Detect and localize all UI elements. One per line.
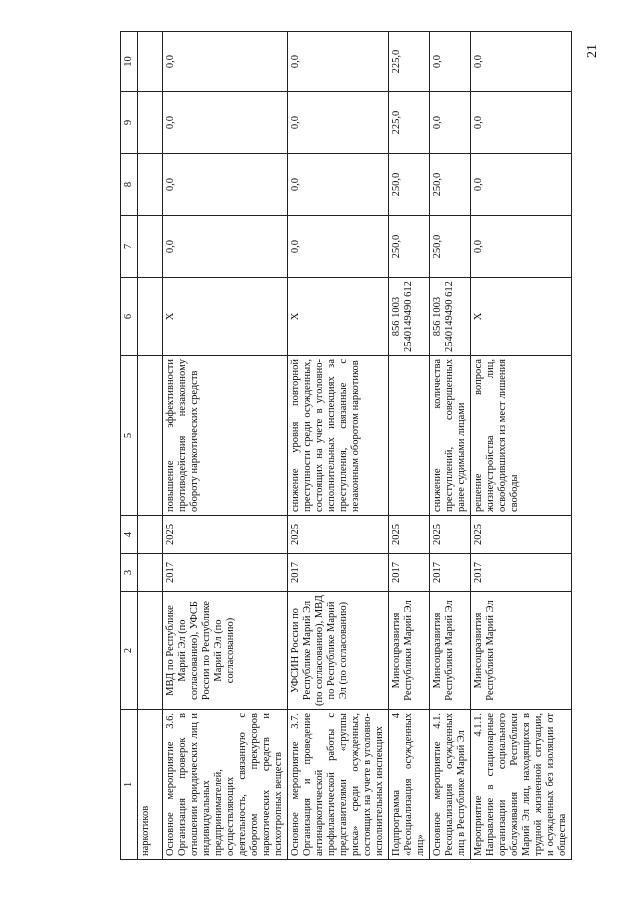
start-year-cell: 2017 <box>430 554 471 592</box>
carry-over-text: наркотиков <box>138 710 163 860</box>
measure-cell: Мероприятие 4.1.1. Направление в стационарные организации социального обслуживания Республики Марий Эл лиц, находящихся в трудной жизненной ситуации, и осужденных без изоляции от общества <box>471 710 572 860</box>
result-cell: повышение эффективности противодействия незаконному обороту наркотических средств <box>163 356 288 516</box>
value-cell: 225,0 <box>389 32 430 92</box>
col-header-9: 9 <box>121 92 138 154</box>
result-cell: решение вопроса жизнеустройства лиц, освободившихся из мест лишения свободы <box>471 356 572 516</box>
end-year-cell: 2025 <box>389 516 430 554</box>
col-header-8: 8 <box>121 154 138 216</box>
program-table <box>120 31 572 860</box>
rotated-page <box>120 32 620 860</box>
measure-cell: Подпрограмма 4 «Ресоциализация осужденных лиц» <box>389 710 430 860</box>
value-cell: 250,0 <box>389 154 430 216</box>
value-cell: 0,0 <box>471 154 572 216</box>
start-year-cell: 2017 <box>471 554 572 592</box>
value-cell: 0,0 <box>471 216 572 278</box>
value-cell: 0,0 <box>163 154 288 216</box>
value-cell: 0,0 <box>288 32 389 92</box>
col-header-5: 5 <box>121 356 138 516</box>
executor-cell: МВД по Республике Марий Эл (по согласованию), УФСБ России по Республике Марий Эл (по согласованию) <box>163 592 288 710</box>
col-header-3: 3 <box>121 554 138 592</box>
end-year-cell: 2025 <box>430 516 471 554</box>
value-cell: 250,0 <box>430 154 471 216</box>
table-row <box>288 32 389 860</box>
table-row <box>471 32 572 860</box>
table-row <box>389 32 430 860</box>
col-header-4: 4 <box>121 516 138 554</box>
end-year-cell: 2025 <box>471 516 572 554</box>
result-cell <box>389 356 430 516</box>
col-header-2: 2 <box>121 592 138 710</box>
header-row <box>121 32 138 860</box>
executor-cell: Минсоцразвития Республики Марий Эл <box>471 592 572 710</box>
value-cell: 0,0 <box>471 92 572 154</box>
col-header-7: 7 <box>121 216 138 278</box>
value-cell: 0,0 <box>430 92 471 154</box>
value-cell: 250,0 <box>389 216 430 278</box>
value-cell: 0,0 <box>163 92 288 154</box>
measure-cell: Основное мероприятие 3.7. Организация и проведение антинаркотической профилактической работы с представителями «группы риска» среди осужденных, состоящих на учете в уголовно-исполнительных инспекциях <box>288 710 389 860</box>
value-cell: 250,0 <box>430 216 471 278</box>
start-year-cell: 2017 <box>389 554 430 592</box>
page-number: 21 <box>585 44 600 58</box>
col-header-10: 10 <box>121 32 138 92</box>
value-cell: 0,0 <box>288 92 389 154</box>
value-cell: 0,0 <box>430 32 471 92</box>
executor-cell: Минсоцразвития Республики Марий Эл <box>430 592 471 710</box>
table-row <box>430 32 471 860</box>
col-header-1: 1 <box>121 710 138 860</box>
value-cell: 0,0 <box>471 32 572 92</box>
carry-over-row <box>138 32 163 860</box>
code-cell: Х <box>471 278 572 356</box>
code-cell: 856 1003 2540149490 612 <box>389 278 430 356</box>
value-cell: 0,0 <box>163 32 288 92</box>
value-cell: 0,0 <box>288 154 389 216</box>
value-cell: 0,0 <box>288 216 389 278</box>
code-cell: Х <box>163 278 288 356</box>
end-year-cell: 2025 <box>288 516 389 554</box>
col-header-6: 6 <box>121 278 138 356</box>
end-year-cell: 2025 <box>163 516 288 554</box>
code-cell: 856 1003 2540149490 612 <box>430 278 471 356</box>
result-cell: снижение уровня повторной преступности среди осужденных, состоящих на учете в уголовно-исполнительных инспекциях за преступления, связанные с незаконным оборотом наркотиков <box>288 356 389 516</box>
value-cell: 225,0 <box>389 92 430 154</box>
value-cell: 0,0 <box>163 216 288 278</box>
start-year-cell: 2017 <box>163 554 288 592</box>
measure-cell: Основное мероприятие 4.1. Ресоциализация осужденных лиц в Республике Марий Эл <box>430 710 471 860</box>
executor-cell: УФСИН России по Республике Марий Эл (по согласованию), МВД по Республике Марий Эл (по согласованию) <box>288 592 389 710</box>
executor-cell: Минсоцразвития Республики Марий Эл <box>389 592 430 710</box>
result-cell: снижение количества преступлений, совершенных ранее судимыми лицами <box>430 356 471 516</box>
start-year-cell: 2017 <box>288 554 389 592</box>
table-row <box>163 32 288 860</box>
measure-cell: Основное мероприятие 3.6. Организация проверок в отношении юридических лиц и индивидуальных предпринимателей, осуществляющих деятельность, связанную с оборотом прекурсоров наркотических средств и психотропных веществ <box>163 710 288 860</box>
code-cell: Х <box>288 278 389 356</box>
